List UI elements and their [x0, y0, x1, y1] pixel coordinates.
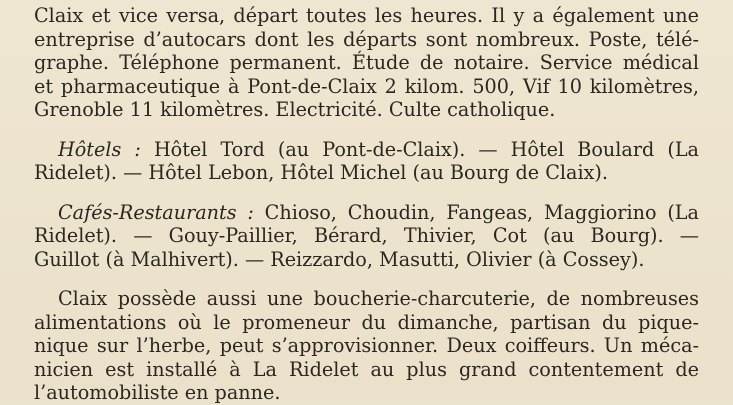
text-line: nicien est installé à La Ridelet au plus grand contentement de: [34, 357, 699, 381]
text-line: graphe. Téléphone permanent. Étude de notaire. Service médical: [34, 51, 699, 74]
cafes-line-rest: Chioso, Choudin, Fangeas, Maggiorino (La: [253, 200, 699, 224]
paragraph-hotels: [34, 138, 699, 185]
text-line: Claix possède aussi une boucherie-charcuterie, de nombreuses: [58, 287, 699, 310]
hotels-line-rest: Hôtel Tord (au Pont-de-Claix). — Hôtel Boulard (La: [140, 137, 699, 161]
paragraph-transport: [34, 4, 699, 122]
hotels-label: Hôtels :: [58, 137, 141, 161]
text-line: [34, 138, 699, 162]
text-line: Grenoble 11 kilomètres. Electricité. Culte catholique.: [34, 98, 556, 121]
text-line: et pharmaceutique à Pont-de-Claix 2 kilom. 500, Vif 10 kilomètres,: [34, 74, 699, 98]
text-line: Ridelet). — Gouy-Paillier, Bérard, Thivier, Cot (au Bourg). —: [34, 224, 699, 247]
text-line: Guillot (à Malhivert). — Reizzardo, Masutti, Olivier (à Cossey).: [34, 247, 645, 271]
paragraph-gap: [34, 185, 699, 201]
text-line: Ridelet). — Hôtel Lebon, Hôtel Michel (au Bourg de Claix).: [34, 161, 609, 184]
text-line: entreprise d’autocars dont les départs sont nombreux. Poste, télé-: [34, 27, 699, 51]
cafes-label: Cafés-Restaurants :: [58, 200, 254, 224]
text-line: Claix et vice versa, départ toutes les heures. Il y a également une: [34, 4, 699, 27]
text-line: [34, 201, 699, 225]
paragraph-shops: [34, 287, 699, 405]
paragraph-gap: [34, 122, 699, 138]
text-line: nique sur l’herbe, peut s’approvisionner. Deux coiffeurs. Un méca-: [34, 334, 699, 357]
paragraph-cafes: [34, 201, 699, 272]
paragraph-gap: [34, 271, 699, 287]
text-line: alimentations où le promeneur du dimanche, partisan du pique-: [34, 310, 699, 334]
text-line: l’automobiliste en panne.: [34, 381, 281, 404]
